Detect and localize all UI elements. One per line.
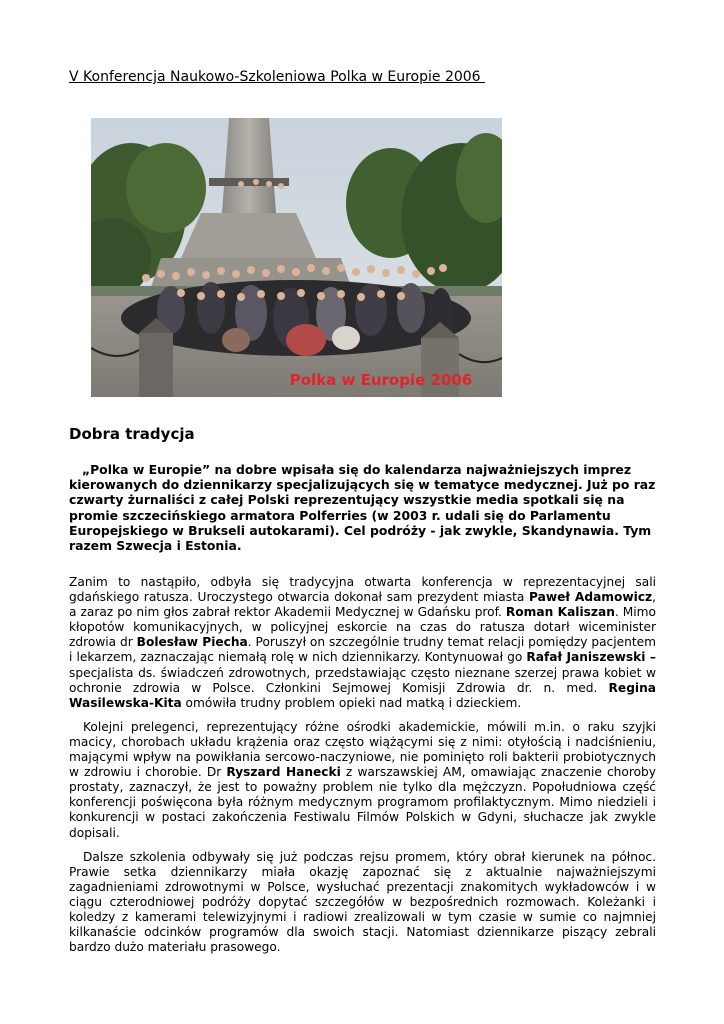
person-name: Ryszard Hanecki — [226, 765, 341, 780]
text: Zanim to nastąpiło, odbyła się tradycyjna otwarta konferencja w reprezentacyjnej sali gdańskiego ratusza. Uroczystego otwarcia dokonał sam prezydent miasta — [69, 575, 656, 605]
person-name: Paweł Adamowicz — [529, 590, 653, 605]
text: specjalista ds. świadczeń zdrowotnych, przedstawiając często nieznane szerzej prawa kobiet w ochronie zdrowia w Polsce. Członkini Sejmowej Komisji Zdrowia dr. n. med. — [69, 665, 656, 695]
paragraph-3: Dalsze szkolenia odbywały się już podczas rejsu promem, który obrał kierunek na północ. Prawie setka dziennikarzy miała okazję zapoznać się z aktualnie najważniejszymi zagadnieniami zdrowotnymi w Polsce, wysłuchać prezentacji znakomitych wykładowców i w ciągu czterodniowej podróży dopytać szczegółów w bezpośrednich rozmowach. Koleżanki i koledzy z kamerami telewizyjnymi i radiowi zrealizowali w tym czasie w sumie co najmniej kilkanaście odcinków programów dla swoich stacji. Natomiast dziennikarze piszący zebrali bardzo dużo materiału prasowego. — [69, 849, 656, 955]
text: . Poruszył on szczególnie trudny temat relacji pomiędzy pacjentem i lekarzem, zaznaczając niemałą rolę w nich dziennikarzy. Kontynuował go — [69, 635, 656, 665]
lead-text: „Polka w Europie” na dobre wpisała się do kalendarza najważniejszych imprez kierowanych do dziennikarzy specjalizujących się w tematyce medycznej. Już po raz czwarty żurnaliści z całej Polski reprezentujący wszystkie media spotkali się na promie szczecińskiego armatora Polferries (w 2003 r. udali się do Parlamentu Europejskiego w Brukseli autokarami). Cel podróży - jak zwykle, Skandynawia. Tym razem Szwecja i Estonia. — [69, 462, 656, 554]
person-name: Rafał Janiszewski – — [526, 650, 656, 665]
lead-paragraph — [69, 462, 657, 553]
paragraph-1 — [69, 575, 656, 711]
text: omówiła trudny problem opieki nad matką i dzieckiem. — [181, 695, 522, 710]
text: z warszawskiej AM, omawiając znaczenie choroby prostaty, zaznaczył, że jest to poważny problem nie tylko dla mężczyzn. Popołudniowa część konferencji poświęcona była różnym medycznym programom profilaktycznym. Mimo niedzieli i konkurencji w postaci zakończenia Festiwalu Filmów Polskich w Gdyni, słuchacze jak zwykle dopisali. — [69, 765, 656, 840]
text: , a zaraz po nim głos zabrał rektor Akademii Medycznej w Gdańsku prof. — [69, 590, 657, 620]
text: . Mimo kłopotów komunikacyjnych, w policyjnej eskorcie na czas do ratusza dotarł wiceminister zdrowia dr — [69, 605, 657, 650]
photo-caption: Polka w Europie 2006 — [289, 371, 473, 389]
paragraph-2 — [69, 720, 656, 841]
person-name: Regina Wasilewska-Kita — [69, 680, 656, 710]
document-title: V Konferencja Naukowo-Szkoleniowa Polka w Europie 2006 — [69, 69, 486, 85]
person-name: Bolesław Piecha — [136, 635, 248, 650]
group-photo — [91, 118, 502, 397]
section-heading: Dobra tradycja — [69, 425, 195, 443]
text: Kolejni prelegenci, reprezentujący różne ośrodki akademickie, mówili m.in. o raku szyjki macicy, chorobach układu krążenia oraz często wiążącymi się z nimi: otyłością i nadciśnieniu, mającymi wpływ na powikłania sercowo-naczyniowe, nie pominięto roli bakterii probiotycznych w zdrowiu i chorobie. Dr — [69, 719, 656, 780]
person-name: Roman Kaliszan — [505, 605, 615, 620]
article-body — [69, 575, 656, 964]
